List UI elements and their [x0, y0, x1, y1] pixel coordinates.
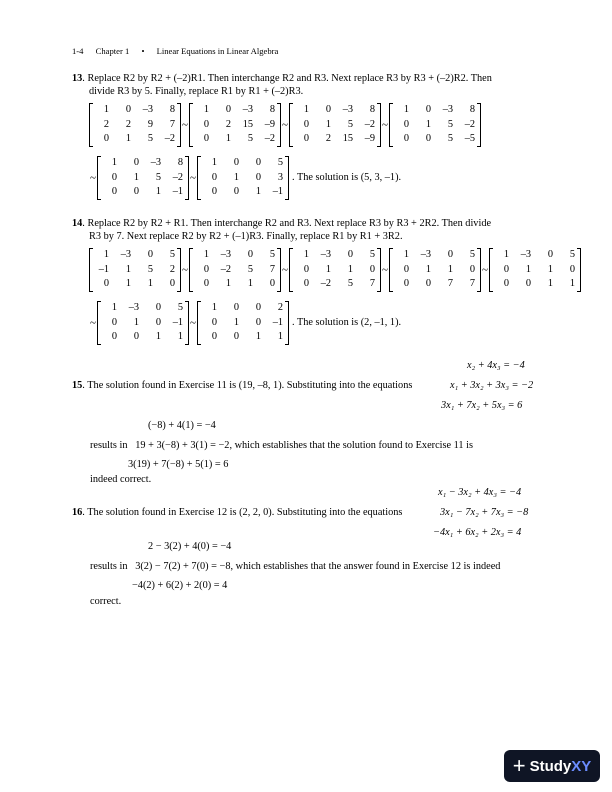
- matrix-entry: –3: [520, 249, 531, 260]
- matrix-entry: 1: [347, 263, 353, 275]
- matrix-entry: 3: [277, 171, 283, 183]
- matrix-entry: 1: [547, 278, 553, 289]
- exercise-13-text: 13. Replace R2 by R2 + (–2)R1. Then interchange R2 and R3. Next replace R3 by R3 + (–2)R2. Then divide R3 by 5. Finally, replace R1 by R1 + (–2)R3.: [72, 73, 492, 97]
- matrix-entry: –3: [120, 249, 131, 260]
- augmented-matrix: [197, 301, 289, 345]
- matrix-entry: –1: [172, 316, 183, 328]
- matrix-row: [201, 301, 285, 316]
- row-equivalent-symbol: ~: [382, 118, 388, 131]
- matrix-entry: 0: [255, 157, 261, 168]
- exercise-14-line2: R3 by 7. Next replace R2 by R2 + (–1)R3. Finally, replace R1 by R1 + 3R2.: [89, 230, 403, 242]
- matrix-entry: 0: [233, 302, 239, 313]
- ex16-results-line: [90, 561, 500, 572]
- matrix-entry: 0: [147, 249, 153, 260]
- matrix-row: [201, 185, 285, 200]
- matrix-entry: 15: [242, 118, 253, 130]
- ex16-end: correct.: [90, 596, 122, 607]
- augmented-matrix: [189, 103, 281, 147]
- matrix-entry: 1: [155, 331, 161, 342]
- matrix-entry: 1: [211, 157, 217, 168]
- matrix-entry: 0: [211, 171, 217, 183]
- ex15-tail: , which establishes that the solution found to Exercise 11 is: [229, 440, 474, 451]
- matrix-entry: 1: [211, 302, 217, 313]
- matrix-entry: –3: [142, 104, 153, 115]
- matrix-entry: 1: [125, 133, 131, 144]
- row-equivalent-symbol: ~: [190, 171, 196, 184]
- matrix-entry: –3: [420, 249, 431, 260]
- ex15-substitution-3: 3(19) + 7(−8) + 5(1) = 6: [128, 459, 229, 470]
- matrix-entry: 0: [133, 186, 139, 197]
- matrix-entry: 0: [111, 316, 117, 328]
- matrix-entry: 1: [177, 331, 183, 342]
- matrix-entry: –2: [464, 118, 475, 130]
- matrix-entry: 1: [155, 186, 161, 197]
- matrix-entry: 1: [255, 186, 261, 197]
- ex15-substitution-2: 19 + 3(−8) + 3(1) = −2: [135, 440, 230, 451]
- row-equivalent-symbol: ~: [382, 263, 388, 276]
- row-equivalent-symbol: ~: [90, 316, 96, 329]
- exercise-16-number: 16: [72, 507, 83, 518]
- row-equivalent-symbol: ~: [282, 118, 288, 131]
- matrix-row: [493, 248, 577, 263]
- matrix-entry: 0: [547, 249, 553, 260]
- matrix-entry: 1: [303, 104, 309, 115]
- exercise-16-line1: The solution found in Exercise 12 is (2, 2, 0). Substituting into the equations: [87, 507, 403, 518]
- matrix-entry: 0: [133, 331, 139, 342]
- augmented-matrix: [189, 248, 281, 292]
- ex15-results-line: [90, 440, 473, 451]
- matrix-entry: 1: [569, 278, 575, 289]
- matrix-row: [293, 277, 377, 292]
- row-equivalent-symbol: ~: [482, 263, 488, 276]
- matrix-entry: 5: [569, 249, 575, 260]
- matrix-row: [93, 277, 177, 292]
- matrix-entry: 1: [277, 331, 283, 342]
- matrix-entry: 1: [233, 316, 239, 328]
- matrix-entry: –1: [272, 186, 283, 197]
- logo-text: Study: [529, 757, 572, 775]
- matrix-entry: 0: [269, 278, 275, 289]
- matrix-entry: –3: [220, 249, 231, 260]
- matrix-row: [293, 263, 377, 278]
- matrix-entry: 0: [303, 263, 309, 275]
- matrix-row: [93, 118, 177, 133]
- matrix-entry: –3: [342, 104, 353, 115]
- matrix-entry: 0: [203, 263, 209, 275]
- solution-text: . The solution is (2, –1, 1).: [292, 317, 402, 329]
- matrix-entry: 0: [155, 302, 161, 313]
- matrix-entry: –3: [150, 157, 161, 168]
- exercise-13-matrices-row1: [89, 103, 481, 147]
- augmented-matrix: [197, 156, 289, 200]
- matrix-entry: 0: [425, 133, 431, 144]
- ex15-equation-1: x₂ + 4x₃ = −4: [467, 360, 525, 371]
- matrix-entry: 1: [103, 249, 109, 260]
- ex15-results-in: results in: [90, 440, 128, 451]
- augmented-matrix: [89, 103, 181, 147]
- matrix-entry: 1: [203, 104, 209, 115]
- matrix-entry: 5: [347, 118, 353, 130]
- matrix-entry: 2: [125, 118, 131, 130]
- matrix-entry: 0: [211, 331, 217, 342]
- matrix-entry: 0: [103, 278, 109, 289]
- ex16-tail: , which establishes that the answer found in Exercise 12 is indeed: [230, 561, 501, 572]
- matrix-entry: 0: [303, 278, 309, 289]
- matrix-entry: 7: [369, 278, 375, 289]
- row-equivalent-symbol: ~: [190, 316, 196, 329]
- matrix-row: [393, 248, 477, 263]
- matrix-entry: 1: [255, 331, 261, 342]
- matrix-entry: 1: [203, 249, 209, 260]
- row-equivalent-symbol: ~: [182, 118, 188, 131]
- matrix-entry: 7: [447, 278, 453, 289]
- matrix-entry: 1: [325, 118, 331, 130]
- matrix-entry: 5: [369, 249, 375, 260]
- matrix-entry: 15: [342, 133, 353, 144]
- matrix-entry: 0: [503, 278, 509, 289]
- matrix-entry: 5: [147, 133, 153, 144]
- matrix-entry: 0: [203, 118, 209, 130]
- matrix-entry: 0: [225, 104, 231, 115]
- matrix-entry: 0: [447, 249, 453, 260]
- matrix-row: [293, 103, 377, 118]
- matrix-entry: 1: [225, 278, 231, 289]
- matrix-entry: 7: [269, 263, 275, 275]
- matrix-entry: –5: [464, 133, 475, 144]
- header-bullet: •: [141, 46, 145, 56]
- matrix-entry: 5: [447, 133, 453, 144]
- matrix-entry: 0: [125, 104, 131, 115]
- matrix-entry: 1: [125, 263, 131, 275]
- augmented-matrix: [289, 248, 381, 292]
- matrix-entry: 0: [403, 278, 409, 289]
- exercise-13-number: 13: [72, 73, 83, 84]
- exercise-14-matrices-row2: [89, 301, 401, 345]
- augmented-matrix: [389, 248, 481, 292]
- exercise-13-line1: Replace R2 by R2 + (–2)R1. Then interchange R2 and R3. Next replace R3 by R3 + (–2)R2. Then: [87, 73, 492, 84]
- matrix-entry: –2: [264, 133, 275, 144]
- matrix-row: [393, 263, 477, 278]
- matrix-entry: 5: [469, 249, 475, 260]
- exercise-15-number: 15: [72, 380, 83, 391]
- matrix-entry: 1: [525, 263, 531, 275]
- matrix-entry: 1: [247, 278, 253, 289]
- matrix-entry: 1: [125, 278, 131, 289]
- row-equivalent-symbol: ~: [182, 263, 188, 276]
- ex16-equation-3: −4x₁ + 6x₂ + 2x₃ = 4: [433, 527, 522, 538]
- matrix-row: [293, 248, 377, 263]
- ex16-substitution-2: 3(2) − 7(2) + 7(0) = −8: [135, 561, 231, 572]
- matrix-row: [193, 263, 277, 278]
- matrix-entry: 0: [247, 249, 253, 260]
- matrix-entry: 0: [525, 278, 531, 289]
- exercise-13-matrices-row2: [89, 156, 401, 200]
- studyxy-logo: [504, 750, 600, 782]
- matrix-entry: 1: [425, 118, 431, 130]
- matrix-entry: 5: [447, 118, 453, 130]
- ex16-substitution-1: 2 − 3(2) + 4(0) = −4: [148, 541, 232, 552]
- matrix-entry: 7: [469, 278, 475, 289]
- augmented-matrix: [389, 103, 481, 147]
- matrix-entry: –2: [172, 171, 183, 183]
- matrix-row: [101, 156, 185, 171]
- matrix-entry: 1: [425, 263, 431, 275]
- matrix-entry: 0: [369, 263, 375, 275]
- matrix-entry: –2: [364, 118, 375, 130]
- matrix-entry: 0: [133, 157, 139, 168]
- matrix-entry: 0: [111, 331, 117, 342]
- augmented-matrix: [97, 301, 189, 345]
- matrix-entry: 0: [211, 316, 217, 328]
- matrix-entry: 0: [403, 133, 409, 144]
- ex15-equation-3: 3x₁ + 7x₂ + 5x₃ = 6: [441, 400, 523, 411]
- matrix-entry: 5: [347, 278, 353, 289]
- matrix-row: [393, 277, 477, 292]
- matrix-entry: 2: [225, 118, 231, 130]
- matrix-entry: 0: [303, 118, 309, 130]
- augmented-matrix: [89, 248, 181, 292]
- matrix-entry: 8: [469, 104, 475, 115]
- matrix-entry: 0: [503, 263, 509, 275]
- matrix-row: [393, 103, 477, 118]
- matrix-row: [293, 132, 377, 147]
- matrix-entry: –1: [98, 263, 109, 275]
- matrix-row: [393, 132, 477, 147]
- matrix-entry: 0: [403, 263, 409, 275]
- matrix-entry: –3: [242, 104, 253, 115]
- matrix-row: [293, 118, 377, 133]
- exercise-14-number: 14: [72, 218, 83, 229]
- matrix-entry: 1: [147, 278, 153, 289]
- matrix-row: [493, 263, 577, 278]
- matrix-entry: 0: [303, 133, 309, 144]
- matrix-entry: 5: [169, 249, 175, 260]
- matrix-row: [193, 132, 277, 147]
- matrix-entry: –9: [264, 118, 275, 130]
- matrix-entry: 0: [169, 278, 175, 289]
- page-number: 1-4: [72, 46, 84, 56]
- matrix-row: [201, 316, 285, 331]
- matrix-row: [193, 103, 277, 118]
- matrix-entry: 8: [177, 157, 183, 168]
- matrix-row: [201, 330, 285, 345]
- matrix-row: [101, 185, 185, 200]
- matrix-row: [101, 171, 185, 186]
- matrix-entry: 2: [103, 118, 109, 130]
- matrix-entry: –9: [364, 133, 375, 144]
- matrix-entry: 1: [303, 249, 309, 260]
- matrix-row: [393, 118, 477, 133]
- exercise-14-matrices-row1: [89, 248, 581, 292]
- matrix-entry: 0: [469, 263, 475, 275]
- chapter-title: Linear Equations in Linear Algebra: [156, 46, 279, 56]
- ex15-end: indeed correct.: [90, 474, 152, 485]
- ex15-equation-2: x₁ + 3x₂ + 3x₃ = −2: [450, 380, 534, 391]
- matrix-entry: 0: [203, 278, 209, 289]
- ex16-results-in: results in: [90, 561, 128, 572]
- matrix-entry: 2: [277, 302, 283, 313]
- matrix-entry: 8: [169, 104, 175, 115]
- matrix-entry: –1: [172, 186, 183, 197]
- matrix-entry: 5: [247, 263, 253, 275]
- exercise-14-text: 14. Replace R2 by R2 + R1. Then interchange R2 and R3. Next replace R3 by R3 + 2R2. Then divide R3 by 7. Next replace R2 by R2 + (–1)R3. Finally, replace R1 by R1 + 3R2.: [72, 218, 492, 242]
- exercise-15-text: 15. The solution found in Exercise 11 is (19, –8, 1). Substituting into the equations: [72, 380, 413, 391]
- matrix-entry: 1: [133, 316, 139, 328]
- matrix-entry: 5: [177, 302, 183, 313]
- matrix-entry: 0: [403, 118, 409, 130]
- matrix-row: [93, 263, 177, 278]
- matrix-entry: –2: [164, 133, 175, 144]
- matrix-entry: 0: [325, 104, 331, 115]
- matrix-entry: 0: [255, 171, 261, 183]
- solution-text: . The solution is (5, 3, –1).: [292, 172, 402, 184]
- matrix-row: [101, 316, 185, 331]
- matrix-entry: 2: [169, 263, 175, 275]
- augmented-matrix: [97, 156, 189, 200]
- matrix-entry: 1: [403, 104, 409, 115]
- logo-accent: XY: [571, 757, 592, 775]
- row-equivalent-symbol: ~: [90, 171, 96, 184]
- matrix-entry: 1: [111, 302, 117, 313]
- ex15-substitution-1: (−8) + 4(1) = −4: [148, 420, 216, 431]
- matrix-entry: 0: [233, 331, 239, 342]
- matrix-entry: –2: [320, 278, 331, 289]
- augmented-matrix: [289, 103, 381, 147]
- matrix-entry: 1: [447, 263, 453, 275]
- matrix-entry: 0: [347, 249, 353, 260]
- matrix-entry: 2: [325, 133, 331, 144]
- matrix-entry: 0: [255, 316, 261, 328]
- matrix-entry: 5: [155, 171, 161, 183]
- matrix-entry: 8: [369, 104, 375, 115]
- matrix-entry: 1: [225, 133, 231, 144]
- ex16-equation-2: 3x₁ − 7x₂ + 7x₃ = −8: [440, 507, 529, 518]
- matrix-row: [93, 103, 177, 118]
- exercise-14-line1: Replace R2 by R2 + R1. Then interchange R2 and R3. Next replace R3 by R3 + 2R2. Then divide: [87, 218, 492, 229]
- matrix-entry: 5: [277, 157, 283, 168]
- matrix-entry: 1: [547, 263, 553, 275]
- matrix-entry: 0: [569, 263, 575, 275]
- exercise-15-line1: The solution found in Exercise 11 is (19, –8, 1). Substituting into the equations: [87, 380, 413, 391]
- ex16-equation-1: x₁ − 3x₂ + 4x₃ = −4: [438, 487, 522, 498]
- row-equivalent-symbol: ~: [282, 263, 288, 276]
- matrix-entry: 1: [233, 171, 239, 183]
- matrix-entry: 1: [503, 249, 509, 260]
- matrix-entry: 5: [247, 133, 253, 144]
- matrix-entry: 5: [269, 249, 275, 260]
- exercise-16-text: 16. The solution found in Exercise 12 is (2, 2, 0). Substituting into the equations: [72, 507, 403, 518]
- matrix-entry: 0: [103, 133, 109, 144]
- matrix-entry: 0: [111, 186, 117, 197]
- matrix-entry: 9: [147, 118, 153, 130]
- plus-icon: +: [512, 753, 526, 778]
- matrix-row: [101, 301, 185, 316]
- matrix-entry: 0: [425, 104, 431, 115]
- exercise-13-line2: divide R3 by 5. Finally, replace R1 by R1 + (–2)R3.: [89, 85, 304, 97]
- matrix-entry: 0: [111, 171, 117, 183]
- matrix-entry: 0: [203, 133, 209, 144]
- matrix-entry: –1: [272, 316, 283, 328]
- matrix-row: [101, 330, 185, 345]
- ex16-substitution-3: −4(2) + 6(2) + 2(0) = 4: [132, 580, 228, 591]
- matrix-entry: 0: [211, 186, 217, 197]
- matrix-entry: 1: [133, 171, 139, 183]
- matrix-entry: 0: [233, 186, 239, 197]
- matrix-entry: –2: [220, 263, 231, 275]
- matrix-row: [193, 118, 277, 133]
- matrix-entry: 0: [255, 302, 261, 313]
- matrix-entry: 0: [155, 316, 161, 328]
- augmented-matrix: [489, 248, 581, 292]
- matrix-entry: 1: [111, 157, 117, 168]
- matrix-row: [193, 277, 277, 292]
- page-header: [72, 46, 288, 56]
- matrix-entry: 8: [269, 104, 275, 115]
- matrix-entry: –3: [442, 104, 453, 115]
- matrix-entry: –3: [320, 249, 331, 260]
- matrix-entry: 1: [103, 104, 109, 115]
- matrix-row: [201, 156, 285, 171]
- matrix-row: [93, 248, 177, 263]
- matrix-entry: 0: [425, 278, 431, 289]
- matrix-entry: 1: [325, 263, 331, 275]
- matrix-row: [493, 277, 577, 292]
- matrix-entry: –3: [128, 302, 139, 313]
- matrix-entry: 1: [403, 249, 409, 260]
- matrix-row: [201, 171, 285, 186]
- chapter-label: Chapter 1: [95, 46, 130, 56]
- matrix-row: [93, 132, 177, 147]
- matrix-entry: 7: [169, 118, 175, 130]
- matrix-entry: 0: [233, 157, 239, 168]
- matrix-entry: 5: [147, 263, 153, 275]
- matrix-row: [193, 248, 277, 263]
